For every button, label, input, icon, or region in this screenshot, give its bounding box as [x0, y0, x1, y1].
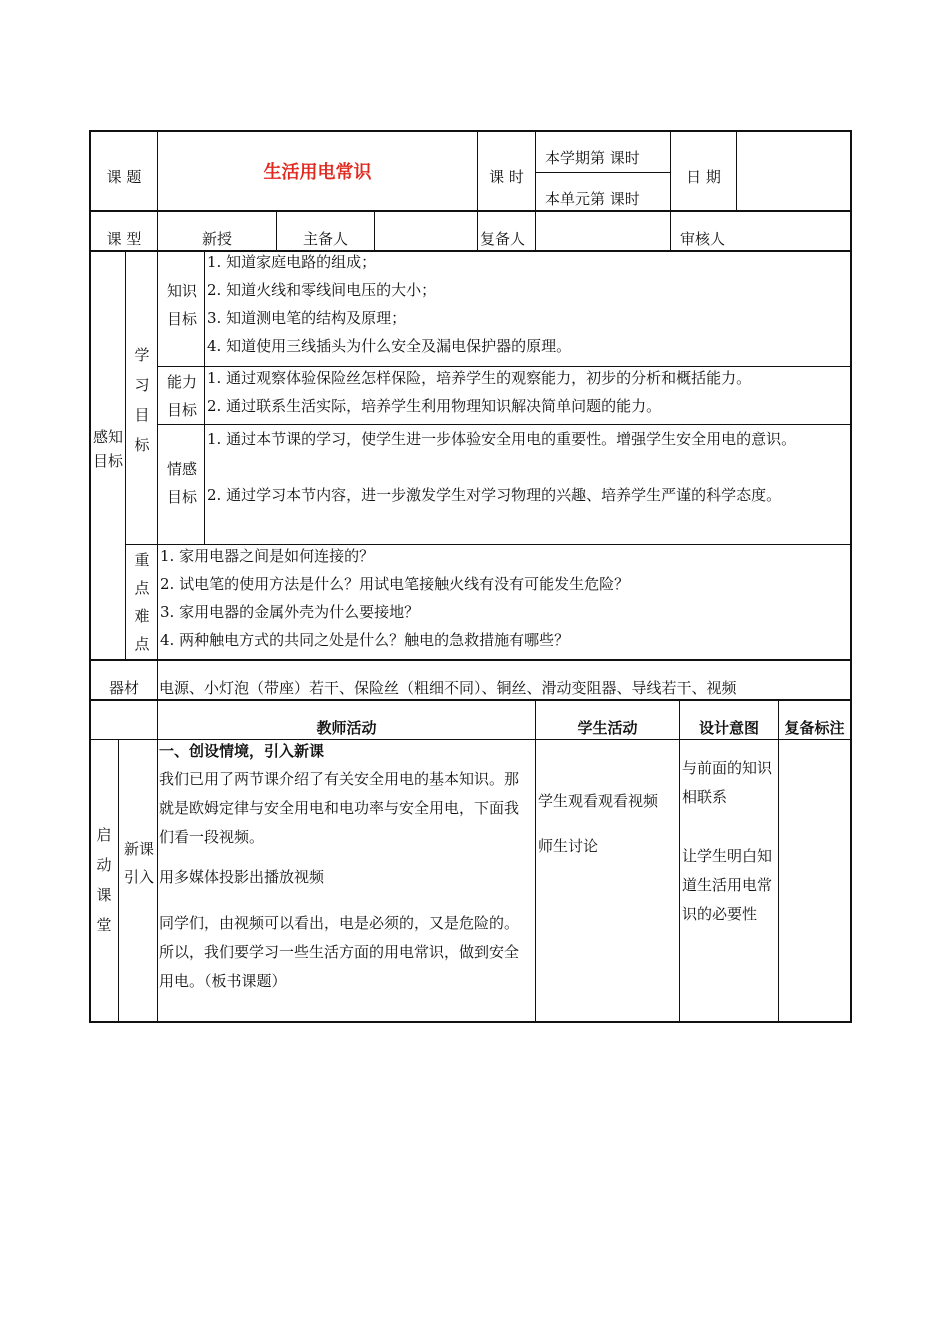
ability-item: 2. 通过联系生活实际，培养学生利用物理知识解决简单问题的能力。	[207, 397, 662, 415]
student-activity-item: 学生观看观看视频	[538, 792, 659, 810]
review-note-header: 复备标注	[784, 719, 845, 737]
period-label: 课 时	[489, 168, 524, 186]
type-label: 课 型	[106, 230, 142, 248]
design-intent-item: 与前面的知识相联系	[682, 759, 773, 806]
equipment-value: 电源、小灯泡（带座）若干、保险丝（粗细不同）、铜丝、滑动变阻器、导线若干、视频	[159, 679, 737, 697]
key-point-item: 2. 试电笔的使用方法是什么？用试电笔接触火线有没有可能发生危险？	[160, 575, 630, 593]
lesson-title: 生活用电常识	[263, 162, 372, 183]
key-point-item: 3. 家用电器的金属外壳为什么要接地？	[160, 603, 420, 621]
subject-label: 课 题	[106, 168, 142, 186]
main-preparer-label: 主备人	[302, 230, 348, 248]
teacher-heading: 一、创设情境，引入新课	[159, 742, 325, 760]
col-divider	[118, 739, 119, 1022]
col-divider	[125, 250, 126, 660]
col-divider	[204, 250, 205, 545]
teacher-paragraph: 用多媒体投影出播放视频	[159, 868, 325, 886]
col-divider	[535, 699, 536, 1022]
row-divider	[89, 659, 852, 661]
student-activity-header: 学生活动	[577, 719, 638, 737]
stage-label: 启动课堂	[96, 826, 112, 934]
key-point-item: 1. 家用电器之间是如何连接的？	[160, 547, 375, 565]
table-right-border	[850, 130, 852, 1023]
teacher-activity-header: 教师活动	[316, 719, 377, 737]
row-divider	[535, 172, 670, 173]
col-divider	[736, 130, 737, 211]
type-value: 新授	[201, 230, 232, 248]
teacher-paragraph: 我们已用了两节课介绍了有关安全用电的基本知识。那就是欧姆定律与安全用电和电功率与安全用电，下面我们看一段视频。	[159, 770, 520, 846]
reviewer-label: 审核人	[680, 230, 726, 248]
col-divider	[778, 699, 779, 1022]
sub-stage-label: 新课引入	[123, 840, 154, 886]
col-divider	[679, 699, 680, 1022]
teacher-paragraph: 同学们，由视频可以看出，电是必须的，又是危险的。所以，我们要学习一些生活方面的用电常识，做到安全用电。（板书课题）	[159, 914, 520, 990]
table-left-border	[89, 130, 91, 1023]
equipment-label: 器材	[108, 679, 139, 697]
co-preparer-label: 复备人	[480, 230, 526, 248]
knowledge-item: 1. 知道家庭电路的组成；	[207, 253, 377, 271]
emotion-objectives-label: 情感目标	[166, 460, 197, 506]
date-label: 日 期	[686, 168, 721, 186]
ability-item: 1. 通过观察体验保险丝怎样保险，培养学生的观察能力，初步的分析和概括能力。	[207, 369, 752, 387]
col-divider	[535, 130, 536, 250]
unit-period: 本单元第 课时	[545, 190, 640, 208]
row-divider	[89, 739, 852, 740]
knowledge-objectives-label: 知识目标	[166, 282, 197, 328]
col-divider	[157, 659, 158, 700]
emotion-item: 1. 通过本节课的学习，使学生进一步体验安全用电的重要性。增强学生安全用电的意识。	[207, 430, 797, 448]
col-divider	[374, 210, 375, 250]
col-divider	[157, 250, 158, 660]
emotion-item: 2. 通过学习本节内容，进一步激发学生对学习物理的兴趣、培养学生严谨的科学态度。	[207, 486, 782, 504]
row-divider	[157, 366, 852, 367]
row-divider	[89, 699, 852, 701]
perception-objectives-label: 感知目标	[92, 428, 123, 470]
row-divider	[125, 544, 852, 545]
knowledge-item: 2. 知道火线和零线间电压的大小；	[207, 281, 437, 299]
col-divider	[477, 130, 478, 250]
key-point-item: 4. 两种触电方式的共同之处是什么？触电的急救措施有哪些？	[160, 631, 570, 649]
table-bottom-border	[89, 1021, 852, 1023]
knowledge-item: 4. 知道使用三线插头为什么安全及漏电保护器的原理。	[207, 337, 572, 355]
design-intent-header: 设计意图	[698, 719, 759, 737]
learning-objectives-label: 学习目标	[134, 346, 150, 454]
col-divider	[670, 130, 671, 250]
semester-period: 本学期第 课时	[545, 149, 640, 167]
key-points-label: 重点难点	[134, 551, 150, 653]
knowledge-item: 3. 知道测电笔的结构及原理；	[207, 309, 407, 327]
ability-objectives-label: 能力目标	[166, 373, 197, 419]
student-activity-item: 师生讨论	[538, 837, 599, 855]
design-intent-item: 让学生明白知道生活用电常识的必要性	[682, 847, 773, 923]
table-top-border	[89, 130, 852, 132]
row-divider	[89, 210, 852, 212]
